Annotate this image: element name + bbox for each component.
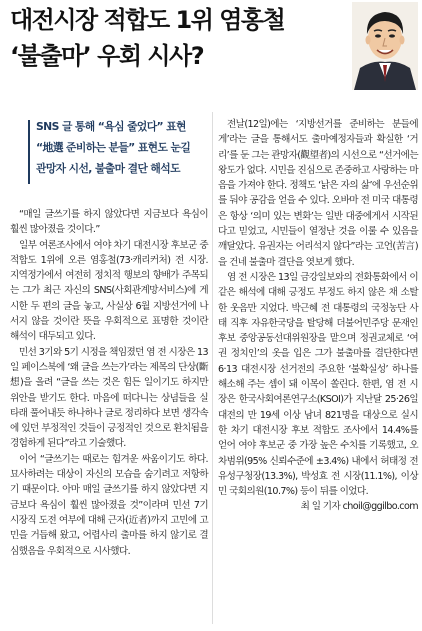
caricature-portrait-icon bbox=[352, 2, 418, 90]
paragraph: 일부 여론조사에서 여야 차기 대전시장 후보군 중 적합도 1위에 오른 염홍철(73·캐리커처) 전 시장. 지역정가에서 여전히 정치적 행보의 향배가 주목되는 그가 최근 자신의 SNS(사회관계망서비스)에 게시한 두 편의 글을 놓고, 사실상 6월 지방선거에 나서지 않을 것이란 뜻을 우회적으로 표명한 것이란 해석이 대두되고 있다. bbox=[10, 239, 208, 343]
paragraph: 이어 “글쓰기는 때로는 힘겨운 싸움이기도 하다. 묘사하려는 대상이 자신의 모습을 숨기려고 저항하기 때문이다. 아마 매일 글쓰기를 하지 않았다면 지금보다 욕심이 훨씬 많아졌을 것”이라며 민선 7기 시장직 도전 여부에 대해 근자(近者)까지 고민에 고민을 거듭해 왔고, 어렵사리 출마를 하지 않기로 결심했음을 우회적으로 시사했다. bbox=[10, 453, 208, 557]
subheads-bar bbox=[28, 120, 30, 184]
paragraph: 전날(12일)에는 ‘지방선거를 준비하는 분들에게’라는 글을 통해서도 출마예정자들과 확실한 ‘거리’를 둔 그는 관망자(觀望者)의 시선으로 “선거에는 왕도가 없다. 시민을 진심으로 존중하고 사랑하는 마음을 가져야 한다. 정책도 ‘낡은 자의 삶’에 우선순위를 둬야 공감을 얻을 수 있다. 오바마 전 미국 대통령은 항상 ‘의미 있는 변화’는 일반 대중에게서 시작된다고 믿었고, 시민들이 열정난 것을 이룰 수 있음을 깨달았다. 유권자는 어리석지 않다”라는 고언(苦言)을 건네 불출마 결단을 엿보게 했다. bbox=[218, 119, 418, 268]
article-body-left bbox=[10, 207, 208, 559]
subhead-2: “地選 준비하는 분들” 표현도 눈길 bbox=[36, 141, 191, 154]
byline: 최 일 기자 choil@ggilbo.com bbox=[300, 501, 418, 513]
subheads bbox=[36, 116, 202, 179]
column-divider bbox=[212, 112, 213, 624]
subhead-3: 관망자 시선, 불출마 결단 해석도 bbox=[36, 162, 180, 175]
paragraph: 민선 3기와 5기 시정을 책임졌던 염 전 시장은 13일 페이스북에 ‘왜 글을 쓰는가’라는 제목의 단상(斷想)을 올려 “글을 쓰는 것은 힘든 일이기도 하지만 위안을 받기도 한다. 마음에 떠다니는 상념들을 실타래 풀어내듯 하나하나 글로 정리하다 보면 생각속에 있던 부정적인 것들이 긍정적인 것으로 환치됨을 경험하게 된다”라고 기술했다. bbox=[10, 346, 208, 450]
headline bbox=[10, 2, 340, 74]
headline-line-2: ‘불출마’ 우회 시사? bbox=[10, 42, 204, 70]
paragraph: 염 전 시장은 13일 금강일보와의 전화통화에서 이 같은 해석에 대해 긍정도 부정도 하지 않은 채 소탈한 웃음만 지었다. 박근혜 전 대통령의 국정농단 사태 직후 자유한국당을 탈당해 더불어민주당 문재인 후보 중앙공동선대위원장을 맡으며 정권교체로 ‘여권 정치인’의 옷을 입은 그가 불출마를 결단한다면 6·13 대전시장 선거전의 주요한 ‘불확실성’ 하나를 해소해 주는 셈이 돼 이목이 쏠린다. 한편, 염 전 시장은 한국사회여론연구소(KSOI)가 지난달 25·26일 대전의 만 19세 이상 남녀 821명을 대상으로 실시한 차기 대전시장 후보 적합도 조사에서 14.4%를 얻어 여야 후보군 중 가장 높은 수치를 기록했고, 오차범위(95% 신뢰수준에 ±3.4%) 내에서 허태정 전 유성구청장(13.3%), 박성효 전 시장(11.1%), 이상민 국회의원(10.7%) 등이 뒤를 이었다. bbox=[218, 271, 418, 498]
paragraph: “매일 글쓰기를 하지 않았다면 지금보다 욕심이 훨씬 많아졌을 것이다.” bbox=[10, 209, 208, 236]
article-body-right bbox=[218, 117, 418, 515]
headline-line-1: 대전시장 적합도 1위 염홍철 bbox=[10, 6, 285, 34]
subhead-1: SNS 글 통해 “욕심 줄었다” 표현 bbox=[36, 120, 186, 133]
